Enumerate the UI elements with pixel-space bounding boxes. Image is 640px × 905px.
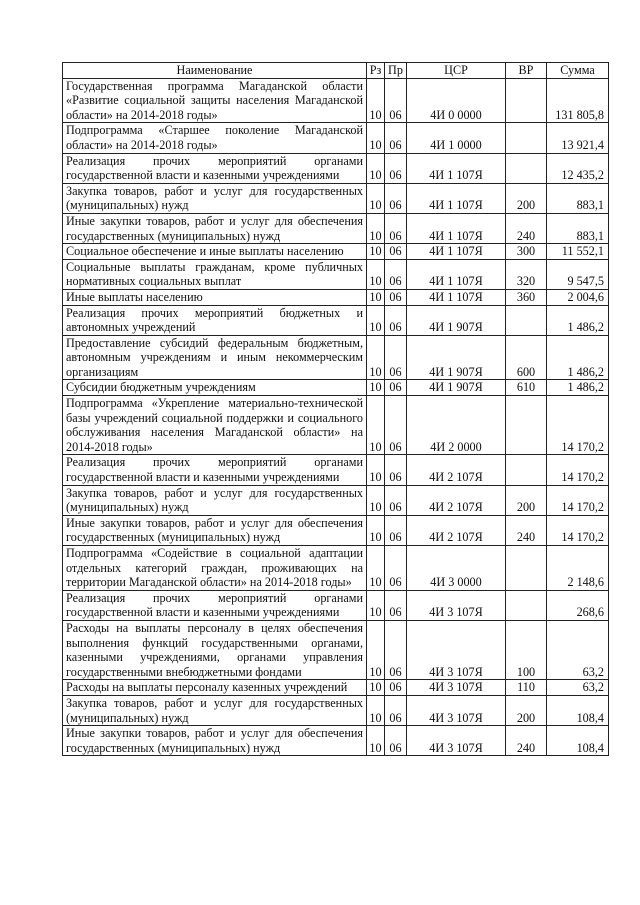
- row-csr: 4И 2 0000: [407, 396, 506, 455]
- row-csr: 4И 1 907Я: [407, 335, 506, 380]
- table-row: [63, 213, 609, 243]
- row-sum: 14 170,2: [547, 396, 609, 455]
- row-name: Субсидии бюджетным учреждениям: [63, 380, 367, 396]
- row-vr: 610: [506, 380, 547, 396]
- row-rz: 10: [367, 153, 385, 183]
- row-name: Иные закупки товаров, работ и услуг для обеспечения государственных (муниципальных) нужд: [63, 515, 367, 545]
- row-sum: 14 170,2: [547, 455, 609, 485]
- row-rz: 10: [367, 396, 385, 455]
- table-row: [63, 726, 609, 756]
- row-pr: 06: [385, 289, 407, 305]
- row-sum: 12 435,2: [547, 153, 609, 183]
- table-row: [63, 546, 609, 591]
- row-vr: [506, 546, 547, 591]
- header-pr: Пр: [385, 63, 407, 79]
- row-vr: 300: [506, 244, 547, 260]
- row-sum: 13 921,4: [547, 123, 609, 153]
- row-csr: 4И 3 107Я: [407, 695, 506, 725]
- table-row: [63, 78, 609, 123]
- header-sum: Сумма: [547, 63, 609, 79]
- table-body: [63, 78, 609, 756]
- row-csr: 4И 3 0000: [407, 546, 506, 591]
- row-name: Реализация прочих мероприятий органами государственной власти и казенными учреждениями: [63, 590, 367, 620]
- row-sum: 63,2: [547, 620, 609, 679]
- row-csr: 4И 3 107Я: [407, 680, 506, 696]
- row-pr: 06: [385, 153, 407, 183]
- row-vr: [506, 590, 547, 620]
- table-header-row: [63, 63, 609, 79]
- row-csr: 4И 1 107Я: [407, 153, 506, 183]
- row-vr: 110: [506, 680, 547, 696]
- row-pr: 06: [385, 590, 407, 620]
- row-pr: 06: [385, 680, 407, 696]
- row-sum: 11 552,1: [547, 244, 609, 260]
- row-rz: 10: [367, 259, 385, 289]
- table-row: [63, 305, 609, 335]
- header-csr: ЦСР: [407, 63, 506, 79]
- row-pr: 06: [385, 78, 407, 123]
- row-pr: 06: [385, 455, 407, 485]
- row-rz: 10: [367, 455, 385, 485]
- row-rz: 10: [367, 515, 385, 545]
- row-name: Государственная программа Магаданской области «Развитие социальной защиты населения Магаданской области» на 2014-2018 годы»: [63, 78, 367, 123]
- row-vr: [506, 123, 547, 153]
- row-name: Подпрограмма «Укрепление материально-технической базы учреждений социальной поддержки и социального обслуживания населения Магаданской области» на 2014-2018 годы»: [63, 396, 367, 455]
- row-rz: 10: [367, 380, 385, 396]
- row-sum: 108,4: [547, 695, 609, 725]
- row-vr: [506, 396, 547, 455]
- row-sum: 2 004,6: [547, 289, 609, 305]
- row-csr: 4И 2 107Я: [407, 485, 506, 515]
- row-sum: 883,1: [547, 183, 609, 213]
- table-row: [63, 396, 609, 455]
- row-rz: 10: [367, 305, 385, 335]
- table-row: [63, 259, 609, 289]
- row-csr: 4И 1 107Я: [407, 259, 506, 289]
- row-csr: 4И 1 107Я: [407, 183, 506, 213]
- row-rz: 10: [367, 78, 385, 123]
- row-name: Иные закупки товаров, работ и услуг для обеспечения государственных (муниципальных) нужд: [63, 726, 367, 756]
- table-row: [63, 153, 609, 183]
- table-row: [63, 590, 609, 620]
- row-csr: 4И 1 0000: [407, 123, 506, 153]
- row-csr: 4И 3 107Я: [407, 726, 506, 756]
- row-sum: 14 170,2: [547, 515, 609, 545]
- row-rz: 10: [367, 546, 385, 591]
- budget-document: [62, 62, 608, 756]
- row-sum: 1 486,2: [547, 305, 609, 335]
- row-pr: 06: [385, 213, 407, 243]
- row-csr: 4И 3 107Я: [407, 620, 506, 679]
- table-row: [63, 183, 609, 213]
- row-csr: 4И 0 0000: [407, 78, 506, 123]
- table-row: [63, 244, 609, 260]
- row-rz: 10: [367, 485, 385, 515]
- row-sum: 63,2: [547, 680, 609, 696]
- row-pr: 06: [385, 726, 407, 756]
- row-vr: 200: [506, 485, 547, 515]
- row-vr: 200: [506, 183, 547, 213]
- row-rz: 10: [367, 590, 385, 620]
- row-name: Закупка товаров, работ и услуг для государственных (муниципальных) нужд: [63, 695, 367, 725]
- row-rz: 10: [367, 620, 385, 679]
- header-vr: ВР: [506, 63, 547, 79]
- row-pr: 06: [385, 546, 407, 591]
- row-sum: 1 486,2: [547, 335, 609, 380]
- row-vr: 600: [506, 335, 547, 380]
- row-vr: 200: [506, 695, 547, 725]
- row-rz: 10: [367, 123, 385, 153]
- row-name: Иные выплаты населению: [63, 289, 367, 305]
- row-name: Закупка товаров, работ и услуг для государственных (муниципальных) нужд: [63, 183, 367, 213]
- row-pr: 06: [385, 183, 407, 213]
- row-rz: 10: [367, 680, 385, 696]
- row-name: Социальные выплаты гражданам, кроме публичных нормативных социальных выплат: [63, 259, 367, 289]
- table-row: [63, 680, 609, 696]
- table-row: [63, 335, 609, 380]
- table-row: [63, 620, 609, 679]
- row-pr: 06: [385, 396, 407, 455]
- table-row: [63, 455, 609, 485]
- row-vr: 240: [506, 213, 547, 243]
- row-name: Подпрограмма «Содействие в социальной адаптации отдельных категорий граждан, проживающих на территории Магаданской области» на 2014-2018 годы»: [63, 546, 367, 591]
- row-rz: 10: [367, 695, 385, 725]
- row-pr: 06: [385, 259, 407, 289]
- row-sum: 883,1: [547, 213, 609, 243]
- row-pr: 06: [385, 620, 407, 679]
- row-pr: 06: [385, 335, 407, 380]
- row-vr: [506, 305, 547, 335]
- budget-table: [62, 62, 609, 756]
- row-rz: 10: [367, 726, 385, 756]
- row-csr: 4И 3 107Я: [407, 590, 506, 620]
- row-pr: 06: [385, 244, 407, 260]
- row-name: Иные закупки товаров, работ и услуг для обеспечения государственных (муниципальных) нужд: [63, 213, 367, 243]
- row-rz: 10: [367, 289, 385, 305]
- row-pr: 06: [385, 380, 407, 396]
- row-pr: 06: [385, 123, 407, 153]
- row-vr: [506, 153, 547, 183]
- table-row: [63, 485, 609, 515]
- row-name: Реализация прочих мероприятий органами государственной власти и казенными учреждениями: [63, 153, 367, 183]
- row-rz: 10: [367, 213, 385, 243]
- row-vr: [506, 455, 547, 485]
- row-vr: 240: [506, 726, 547, 756]
- row-csr: 4И 1 107Я: [407, 213, 506, 243]
- row-name: Расходы на выплаты персоналу в целях обеспечения выполнения функций государственными органами, казенными учреждениями, органами управления государственными внебюджетными фондами: [63, 620, 367, 679]
- row-csr: 4И 1 907Я: [407, 380, 506, 396]
- row-name: Реализация прочих мероприятий бюджетных и автономных учреждений: [63, 305, 367, 335]
- row-sum: 2 148,6: [547, 546, 609, 591]
- row-vr: 100: [506, 620, 547, 679]
- row-pr: 06: [385, 305, 407, 335]
- row-sum: 9 547,5: [547, 259, 609, 289]
- row-sum: 268,6: [547, 590, 609, 620]
- row-sum: 131 805,8: [547, 78, 609, 123]
- table-row: [63, 515, 609, 545]
- row-csr: 4И 1 107Я: [407, 289, 506, 305]
- row-vr: 240: [506, 515, 547, 545]
- row-rz: 10: [367, 244, 385, 260]
- table-row: [63, 695, 609, 725]
- row-csr: 4И 1 907Я: [407, 305, 506, 335]
- row-rz: 10: [367, 335, 385, 380]
- header-name: Наименование: [63, 63, 367, 79]
- row-name: Социальное обеспечение и иные выплаты населению: [63, 244, 367, 260]
- row-sum: 14 170,2: [547, 485, 609, 515]
- row-vr: 360: [506, 289, 547, 305]
- row-sum: 1 486,2: [547, 380, 609, 396]
- header-rz: Рз: [367, 63, 385, 79]
- row-name: Закупка товаров, работ и услуг для государственных (муниципальных) нужд: [63, 485, 367, 515]
- row-pr: 06: [385, 515, 407, 545]
- row-vr: 320: [506, 259, 547, 289]
- row-name: Подпрограмма «Старшее поколение Магаданской области» на 2014-2018 годы»: [63, 123, 367, 153]
- table-row: [63, 289, 609, 305]
- row-rz: 10: [367, 183, 385, 213]
- row-csr: 4И 1 107Я: [407, 244, 506, 260]
- row-vr: [506, 78, 547, 123]
- row-name: Реализация прочих мероприятий органами государственной власти и казенными учреждениями: [63, 455, 367, 485]
- row-csr: 4И 2 107Я: [407, 455, 506, 485]
- row-name: Расходы на выплаты персоналу казенных учреждений: [63, 680, 367, 696]
- row-name: Предоставление субсидий федеральным бюджетным, автономным учреждениям и иным некоммерческим организациям: [63, 335, 367, 380]
- row-csr: 4И 2 107Я: [407, 515, 506, 545]
- row-sum: 108,4: [547, 726, 609, 756]
- table-row: [63, 123, 609, 153]
- table-row: [63, 380, 609, 396]
- row-pr: 06: [385, 695, 407, 725]
- row-pr: 06: [385, 485, 407, 515]
